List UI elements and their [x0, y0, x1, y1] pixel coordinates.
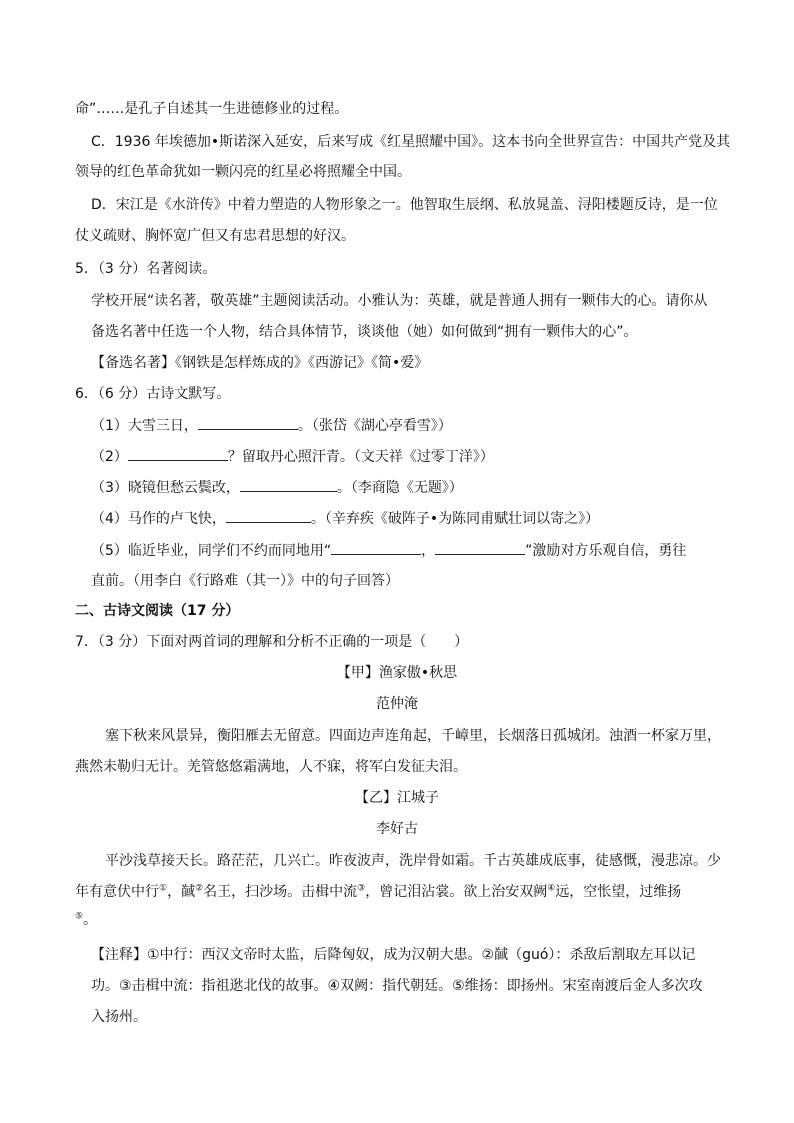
- poem-text: ，馘: [167, 884, 196, 900]
- question-5-paragraph-1: 学校开展“读名著，敬英雄”主题阅读活动。小雅认为：英雄，就是普通人拥有一颗伟大的心。请你从: [91, 293, 708, 309]
- question-5-paragraph-2: 备选名著中任选一个人物，结合具体情节，谈谈他（她）如何做到“拥有一颗伟大的心”。: [91, 324, 638, 340]
- option-c-line-1: C．1936 年埃德加•斯诺深入延安，后来写成《红星照耀中国》。这本书向全世界宣告：中国共产党及其: [91, 134, 731, 150]
- footnote-marker: ①: [159, 883, 168, 894]
- poem-1-title: 【甲】渔家傲•秋思: [336, 665, 458, 681]
- dictation-prefix: （2）: [91, 449, 128, 465]
- dictation-prefix: （1）大雪三日，: [91, 418, 198, 434]
- answer-blank[interactable]: [435, 540, 525, 555]
- answer-blank[interactable]: [331, 540, 421, 555]
- poem-2-author: 李好古: [376, 821, 418, 837]
- question-6-heading: 6．（6 分）古诗文默写。: [75, 386, 231, 402]
- answer-blank[interactable]: [240, 477, 337, 492]
- poem-2-line-2: [75, 882, 794, 902]
- footnote-marker: ④: [547, 883, 556, 894]
- footnote-marker: ②: [195, 883, 204, 894]
- poem-text: 远，空怅望，过维扬: [555, 884, 682, 900]
- dictation-prefix: （5）临近毕业，同学们不约而同地用“: [91, 543, 332, 559]
- option-c-line-2: 领导的红色革命犹如一颗闪亮的红星必将照耀全中国。: [75, 164, 411, 180]
- answer-blank[interactable]: [226, 508, 311, 523]
- dictation-suffix: ？留取丹心照汗青。（文天祥《过零丁洋》）: [227, 449, 494, 465]
- question-5-heading: 5．（3 分）名著阅读。: [75, 261, 217, 277]
- dictation-separator: ，: [421, 543, 436, 559]
- dictation-item-4: [91, 508, 794, 529]
- poem-text: 。: [83, 912, 98, 928]
- dictation-suffix: ”激励对方乐观自信，勇往: [525, 543, 687, 559]
- dictation-prefix: （3）晓镜但愁云鬓改，: [91, 480, 240, 496]
- poem-1-author: 范仲淹: [376, 696, 418, 712]
- poem-text: ，曾记泪沾裳。欲上治安双阙: [365, 884, 548, 900]
- dictation-item-3: [91, 477, 794, 498]
- dictation-suffix: 。（辛弃疾《破阵子•为陈同甫赋壮词以寄之》）: [310, 511, 600, 527]
- dictation-suffix: 。（张岱《湖心亭看雪》）: [297, 418, 452, 434]
- footnote-marker: ⑤: [75, 911, 84, 922]
- notes-line-1: 【注释】①中行：西汉文帝时太监，后降匈奴，成为汉朝大患。②馘（guó）：杀敌后割取左耳以记: [91, 947, 696, 963]
- option-d-line-2: 仗义疏财、胸怀宽广但又有忠君思想的好汉。: [75, 228, 355, 244]
- dictation-prefix: （4）马作的卢飞快，: [91, 511, 226, 527]
- poem-2-title: 【乙】江城子: [355, 790, 439, 806]
- dictation-suffix: 。（李商隐《无题》）: [336, 480, 463, 496]
- question-7-heading: 7．（3 分）下面对两首词的理解和分析不正确的一项是（ ）: [75, 634, 469, 650]
- notes-line-2: 功。③击楫中流：指祖逖北伐的故事。④双阙：指代朝廷。⑤维扬：即扬州。宋室南渡后金人多次攻: [91, 978, 703, 994]
- footnote-marker: ③: [357, 883, 366, 894]
- dictation-item-5: [91, 540, 794, 561]
- text-line: 命”……是孔子自述其一生进德修业的过程。: [75, 101, 349, 117]
- poem-text: 名王，扫沙场。击楫中流: [203, 884, 358, 900]
- answer-blank[interactable]: [128, 446, 228, 461]
- dictation-item-1: [91, 415, 794, 436]
- poem-1-line-2: 燕然未勒归无计。羌管悠悠霜满地，人不寐，将军白发征夫泪。: [75, 759, 467, 775]
- dictation-item-2: [91, 446, 794, 467]
- poem-1-line-1: 塞下秋来风景异，衡阳雁去无留意。四面边声连角起，千嶂里，长烟落日孤城闭。浊酒一杯家万里，: [105, 728, 721, 744]
- poem-text: 年有意伏中行: [75, 884, 159, 900]
- option-d-line-1: D．宋江是《水浒传》中着力塑造的人物形象之一。他智取生辰纲、私放晁盖、浔阳楼题反诗，是一位: [91, 197, 718, 213]
- poem-2-line-1: 平沙浅草接天长。路茫茫，几兴亡。昨夜波声，洗岸骨如霜。千古英雄成底事，徒感慨，漫悲凉。少: [105, 853, 721, 869]
- section-2-heading: 二、古诗文阅读（17 分）: [75, 603, 240, 619]
- poem-2-line-3: [75, 910, 794, 930]
- notes-line-3: 入扬州。: [91, 1009, 147, 1025]
- question-5-books: 【备选名著】《钢铁是怎样炼成的》《西游记》《简•爱》: [91, 355, 429, 371]
- dictation-item-5-continued: 直前。（用李白《行路难（其一）》中的句子回答）: [91, 573, 399, 589]
- answer-blank[interactable]: [198, 415, 298, 430]
